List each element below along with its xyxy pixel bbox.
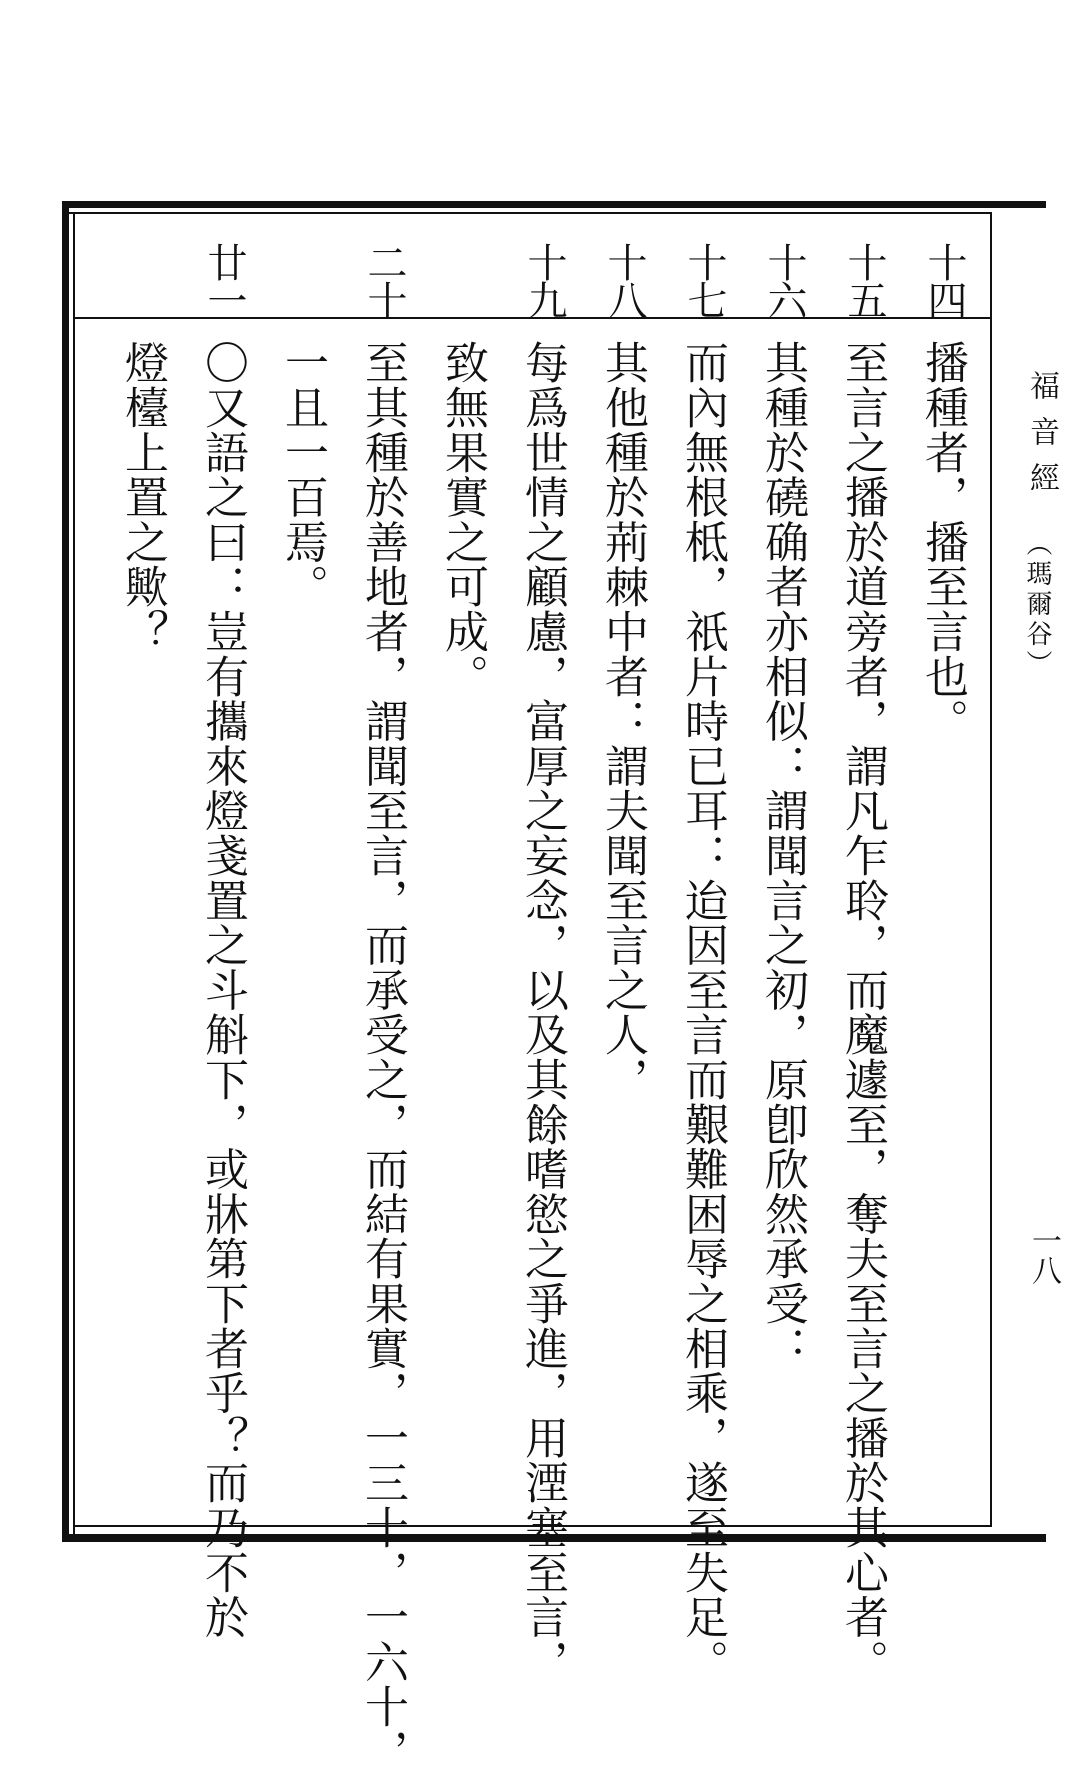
verse-text: 每爲世情之顧慮，富厚之妄念，以及其餘嗜慾之爭進，用湮塞至言，: [517, 340, 568, 1684]
verse-text: 其他種於荊棘中者：謂夫聞至言之人，: [597, 340, 648, 1102]
running-title: 福音經: [1024, 370, 1059, 508]
page-number: 一八: [1026, 1225, 1061, 1285]
verse-text: 燈檯上置之歟？: [117, 340, 168, 654]
verse-number: 十九: [521, 242, 567, 318]
page-frame-left-border: [62, 201, 69, 1542]
verse-number: 十六: [761, 242, 807, 318]
verse-text: 〇又語之曰：豈有攜來燈戔置之斗斛下，或牀第下者乎？而乃不於: [197, 340, 248, 1640]
verse-text: 其種於磽确者亦相似：謂聞言之初，原卽欣然承受：: [757, 340, 808, 1371]
page-frame-right-border: [990, 212, 992, 1527]
running-subtitle: （瑪爾谷）: [1022, 530, 1052, 680]
page-frame-left-inner-border: [73, 212, 75, 1534]
verse-number: 十五: [841, 242, 887, 318]
page-frame-top-border: [62, 201, 1046, 208]
verse-number: 十四: [921, 242, 967, 318]
page-frame-top-inner-border: [62, 212, 992, 214]
verse-text: 至言之播於道旁者，謂凡乍聆，而魔遽至，奪夫至言之播於其心者。: [837, 340, 888, 1684]
verse-number: 十八: [601, 242, 647, 318]
verse-number: 二十: [361, 242, 407, 318]
verse-text: 播種者，播至言也。: [917, 340, 968, 744]
verse-text: 至其種於善地者，謂聞至言，而承受之，而結有果實，一三十，一六十，: [357, 340, 408, 1774]
verse-text: 致無果實之可成。: [437, 340, 488, 699]
verse-number: 十七: [681, 242, 727, 318]
verse-text: 一且一百焉。: [277, 340, 328, 609]
verse-text: 而內無根柢，祇片時已耳：迨因至言而艱難困辱之相乘，遂至失足。: [677, 340, 728, 1684]
verse-number: 廿一: [201, 242, 247, 318]
